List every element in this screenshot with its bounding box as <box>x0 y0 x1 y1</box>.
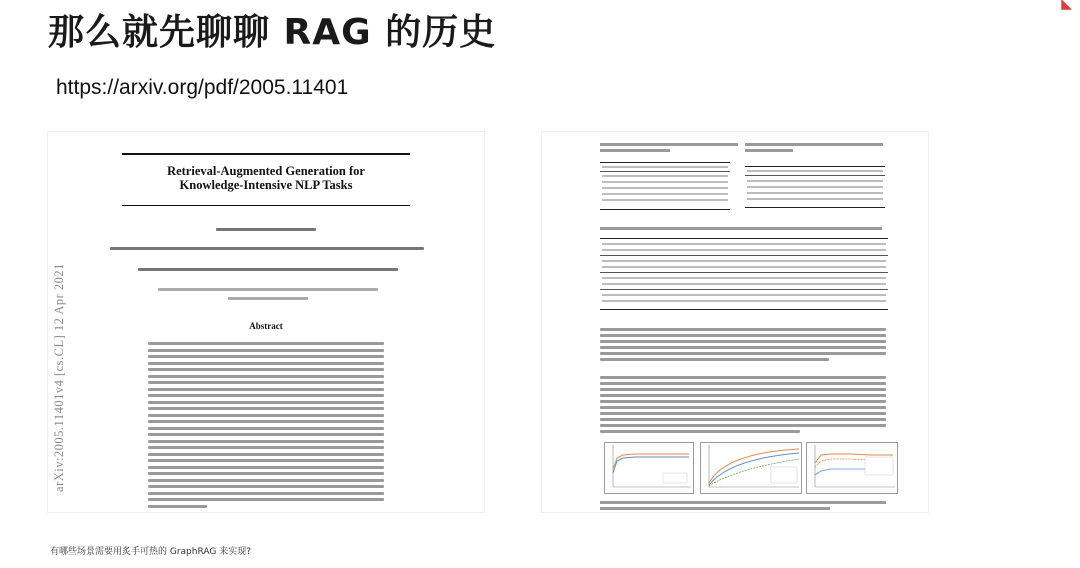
text-line <box>148 342 384 345</box>
table-6-caption <box>600 227 882 230</box>
affiliation-line <box>158 287 378 293</box>
paper-right-preview <box>542 132 928 512</box>
figure-3-plot-center <box>700 442 802 494</box>
figure-3-plot-right <box>806 442 898 494</box>
text-line <box>148 381 384 384</box>
text-line <box>600 418 886 421</box>
figure-3-caption <box>600 500 886 512</box>
paper-title-line-2: Knowledge-Intensive NLP Tasks <box>179 178 353 192</box>
text-line <box>148 505 207 508</box>
abstract-heading: Abstract <box>249 321 283 331</box>
slide-title: 那么就先聊聊 RAG 的历史 <box>48 12 497 53</box>
author-line <box>110 246 424 252</box>
paper-left-preview <box>48 132 484 512</box>
text-line <box>148 466 384 469</box>
text-line <box>148 407 384 410</box>
text-line <box>148 472 384 475</box>
footer-note: 有哪些场景需要用炙手可热的 GraphRAG 来实现? <box>50 547 251 557</box>
corner-mark-icon: ◣ <box>1061 0 1072 12</box>
text-line <box>148 427 384 430</box>
slide-url: https://arxiv.org/pdf/2005.11401 <box>56 76 349 99</box>
paper-title-rule <box>122 205 410 206</box>
text-line <box>148 375 384 378</box>
affiliation-line <box>228 296 308 302</box>
table-4-caption <box>600 142 738 154</box>
figure-3-plot-left <box>604 442 694 494</box>
text-line <box>148 446 384 449</box>
text-line <box>600 376 886 379</box>
text-line <box>148 433 384 436</box>
plot-right-lines <box>807 443 897 493</box>
text-line <box>148 420 384 423</box>
text-line <box>600 328 886 331</box>
text-line <box>148 355 384 358</box>
author-line <box>216 227 316 233</box>
text-line <box>148 394 384 397</box>
text-line <box>600 382 886 385</box>
text-line <box>148 479 384 482</box>
plot-center-lines <box>701 443 801 493</box>
text-line <box>148 492 384 495</box>
text-line <box>148 401 384 404</box>
text-line <box>600 388 886 391</box>
plot-left-orange-series <box>613 454 689 469</box>
abstract-body <box>148 342 384 512</box>
plot-left-legend <box>663 473 687 483</box>
paper-title <box>128 164 404 192</box>
text-line <box>148 440 384 443</box>
text-line <box>148 453 384 456</box>
plot-center-legend <box>771 467 797 483</box>
author-line <box>138 267 398 273</box>
table-5 <box>745 166 885 208</box>
text-line <box>148 414 384 417</box>
text-line <box>148 349 384 352</box>
text-line <box>148 388 384 391</box>
side-stamp: arXiv:2005.11401v4 [cs.CL] 12 Apr 2021 <box>52 263 66 492</box>
text-line <box>600 400 886 403</box>
text-line <box>600 352 886 355</box>
text-line <box>600 424 886 427</box>
table-5-caption <box>745 142 883 154</box>
paper-title-line-1: Retrieval-Augmented Generation for <box>167 164 365 178</box>
text-line <box>148 368 384 371</box>
body-paragraph-2 <box>600 376 886 436</box>
text-line <box>600 340 886 343</box>
body-paragraph-1 <box>600 328 886 364</box>
text-line <box>600 430 800 433</box>
table-6 <box>600 238 888 310</box>
text-line <box>600 334 886 337</box>
text-line <box>600 406 886 409</box>
text-line <box>148 459 384 462</box>
text-line <box>148 362 384 365</box>
text-line <box>600 412 886 415</box>
table-4 <box>600 162 730 210</box>
paper-top-rule <box>122 153 410 155</box>
plot-left-blue-series <box>613 457 689 473</box>
plot-right-legend <box>865 457 893 475</box>
text-line <box>600 394 886 397</box>
text-line <box>600 358 829 361</box>
text-line <box>148 498 384 501</box>
text-line <box>148 485 384 488</box>
plot-left-lines <box>605 443 693 493</box>
text-line <box>600 346 886 349</box>
